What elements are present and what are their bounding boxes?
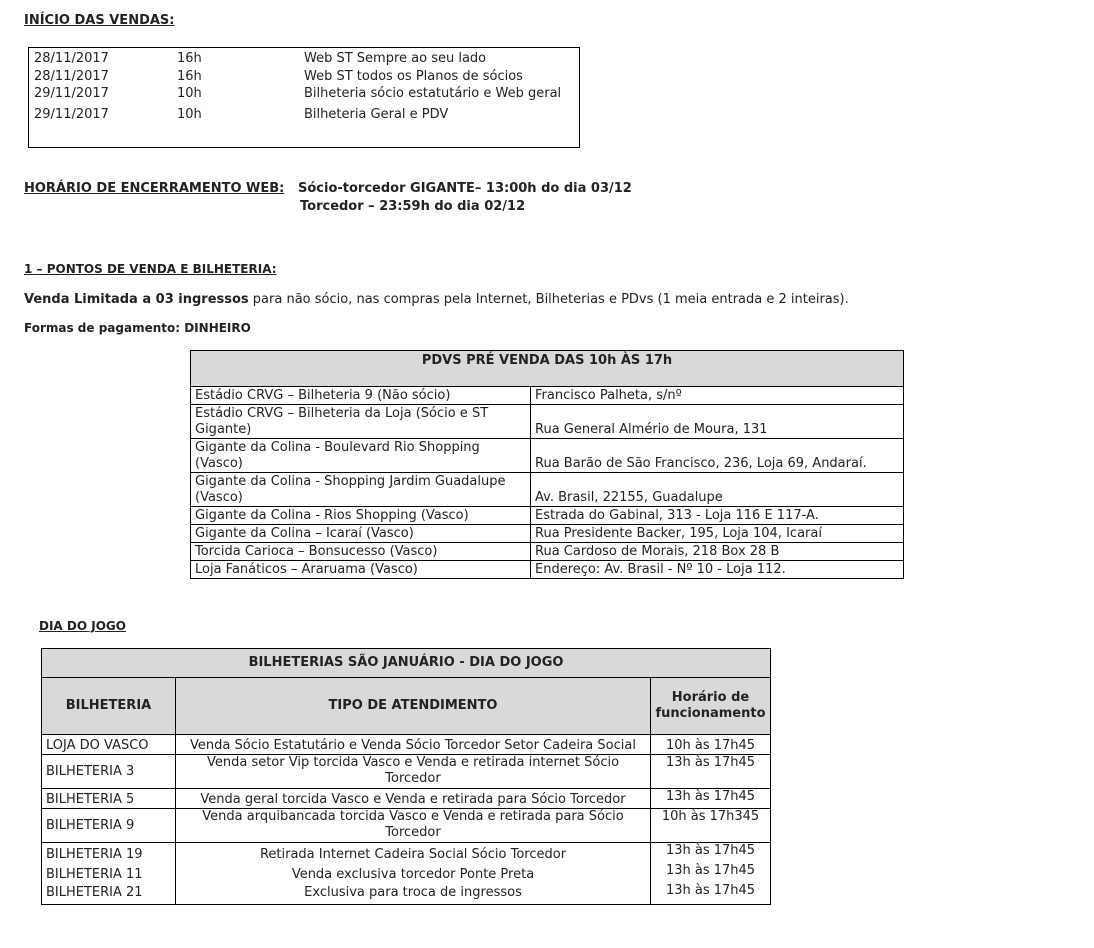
table-row bbox=[42, 883, 771, 905]
office-service: Retirada Internet Cadeira Social Sócio Torcedor bbox=[176, 843, 651, 863]
col-header-tipo: TIPO DE ATENDIMENTO bbox=[176, 678, 651, 735]
office-name: LOJA DO VASCO bbox=[42, 735, 176, 755]
ticket-office-title: BILHETERIAS SÃO JANUÁRIO - DIA DO JOGO bbox=[42, 649, 771, 678]
pdv-address: Rua Presidente Backer, 195, Loja 104, Icaraí bbox=[531, 525, 904, 543]
purchase-limit-rest: para não sócio, nas compras pela Internet, Bilheterias e PDvs (1 meia entrada e 2 inteiras). bbox=[248, 292, 849, 307]
section1-heading: 1 – PONTOS DE VENDA E BILHETERIA: bbox=[24, 262, 277, 276]
purchase-limit-bold: Venda Limitada a 03 ingressos bbox=[24, 292, 249, 307]
web-close-label: HORÁRIO DE ENCERRAMENTO WEB: bbox=[24, 181, 285, 196]
sale-desc: Web ST Sempre ao seu lado bbox=[304, 51, 487, 66]
table-row bbox=[42, 863, 771, 883]
table-row bbox=[42, 755, 771, 789]
pdv-address: Rua Barão de São Francisco, 236, Loja 69, Andaraí. bbox=[531, 439, 904, 473]
ticket-office-header-row bbox=[42, 678, 771, 735]
sales-start-row bbox=[29, 51, 579, 69]
pdv-place: Loja Fanáticos – Araruama (Vasco) bbox=[191, 561, 531, 579]
pdv-place: Gigante da Colina – Icaraí (Vasco) bbox=[191, 525, 531, 543]
office-hours: 13h às 17h45 bbox=[651, 789, 771, 809]
office-service: Venda setor Vip torcida Vasco e Venda e retirada internet Sócio Torcedor bbox=[176, 755, 651, 789]
pdv-place: Estádio CRVG – Bilheteria 9 (Não sócio) bbox=[191, 387, 531, 405]
office-name: BILHETERIA 5 bbox=[42, 789, 176, 809]
office-name: BILHETERIA 21 bbox=[42, 883, 176, 905]
sale-hour: 10h bbox=[177, 107, 202, 122]
table-row bbox=[191, 543, 904, 561]
table-row bbox=[191, 561, 904, 579]
sale-hour: 10h bbox=[177, 86, 202, 101]
ticket-office-table bbox=[41, 648, 771, 905]
col-header-horario: Horário de funcionamento bbox=[651, 678, 771, 735]
table-row bbox=[191, 439, 904, 473]
office-name: BILHETERIA 9 bbox=[42, 809, 176, 843]
sale-desc: Bilheteria sócio estatutário e Web geral bbox=[304, 86, 562, 101]
pdv-table-header-row bbox=[191, 351, 904, 387]
pdv-address: Rua General Almério de Moura, 131 bbox=[531, 405, 904, 439]
pdv-address: Estrada do Gabinal, 313 - Loja 116 E 117-A. bbox=[531, 507, 904, 525]
ticket-office-title-row bbox=[42, 649, 771, 678]
payment-methods: Formas de pagamento: DINHEIRO bbox=[24, 321, 251, 335]
pdv-address: Rua Cardoso de Morais, 218 Box 28 B bbox=[531, 543, 904, 561]
sale-date: 28/11/2017 bbox=[34, 51, 109, 66]
pdv-table bbox=[190, 350, 904, 579]
sale-hour: 16h bbox=[177, 51, 202, 66]
table-row bbox=[42, 789, 771, 809]
office-hours: 10h às 17h345 bbox=[651, 809, 771, 843]
table-row bbox=[191, 473, 904, 507]
pdv-place: Gigante da Colina - Shopping Jardim Guadalupe (Vasco) bbox=[191, 473, 531, 507]
web-close-line1: Sócio-torcedor GIGANTE– 13:00h do dia 03/12 bbox=[298, 181, 632, 196]
office-service: Venda exclusiva torcedor Ponte Preta bbox=[176, 863, 651, 883]
table-row bbox=[191, 387, 904, 405]
office-hours: 13h às 17h45 bbox=[651, 755, 771, 789]
sale-date: 29/11/2017 bbox=[34, 86, 109, 101]
sale-hour: 16h bbox=[177, 69, 202, 84]
pdv-address: Endereço: Av. Brasil - Nº 10 - Loja 112. bbox=[531, 561, 904, 579]
sales-start-box bbox=[28, 47, 580, 148]
table-row bbox=[191, 405, 904, 439]
sales-start-row bbox=[29, 69, 579, 87]
sales-start-row bbox=[29, 107, 579, 125]
table-row bbox=[42, 843, 771, 863]
sales-start-row bbox=[29, 86, 579, 104]
game-day-heading: DIA DO JOGO bbox=[39, 619, 126, 633]
sales-start-heading: INÍCIO DAS VENDAS: bbox=[24, 13, 175, 28]
table-row bbox=[191, 507, 904, 525]
pdv-address: Av. Brasil, 22155, Guadalupe bbox=[531, 473, 904, 507]
office-hours: 13h às 17h45 bbox=[651, 863, 771, 883]
web-close-line2: Torcedor – 23:59h do dia 02/12 bbox=[300, 199, 526, 214]
table-row bbox=[42, 809, 771, 843]
col-header-bilheteria: BILHETERIA bbox=[42, 678, 176, 735]
sale-desc: Web ST todos os Planos de sócios bbox=[304, 69, 523, 84]
office-name: BILHETERIA 11 bbox=[42, 863, 176, 883]
office-hours: 10h às 17h45 bbox=[651, 735, 771, 755]
table-row bbox=[191, 525, 904, 543]
sale-desc: Bilheteria Geral e PDV bbox=[304, 107, 449, 122]
pdv-place: Gigante da Colina - Boulevard Rio Shopping (Vasco) bbox=[191, 439, 531, 473]
table-row bbox=[42, 735, 771, 755]
office-service: Venda Sócio Estatutário e Venda Sócio Torcedor Setor Cadeira Social bbox=[176, 735, 651, 755]
office-service: Venda geral torcida Vasco e Venda e retirada para Sócio Torcedor bbox=[176, 789, 651, 809]
office-service: Exclusiva para troca de ingressos bbox=[176, 883, 651, 905]
pdv-address: Francisco Palheta, s/nº bbox=[531, 387, 904, 405]
sale-date: 29/11/2017 bbox=[34, 107, 109, 122]
pdv-place: Torcida Carioca – Bonsucesso (Vasco) bbox=[191, 543, 531, 561]
office-hours: 13h às 17h45 bbox=[651, 883, 771, 905]
pdv-table-header: PDVS PRÉ VENDA DAS 10h ÀS 17h bbox=[191, 351, 904, 387]
pdv-place: Gigante da Colina - Rios Shopping (Vasco) bbox=[191, 507, 531, 525]
pdv-place: Estádio CRVG – Bilheteria da Loja (Sócio e ST Gigante) bbox=[191, 405, 531, 439]
sale-date: 28/11/2017 bbox=[34, 69, 109, 84]
purchase-limit-text bbox=[24, 292, 849, 307]
office-hours: 13h às 17h45 bbox=[651, 843, 771, 863]
office-service: Venda arquibancada torcida Vasco e Venda e retirada para Sócio Torcedor bbox=[176, 809, 651, 843]
office-name: BILHETERIA 3 bbox=[42, 755, 176, 789]
office-name: BILHETERIA 19 bbox=[42, 843, 176, 863]
